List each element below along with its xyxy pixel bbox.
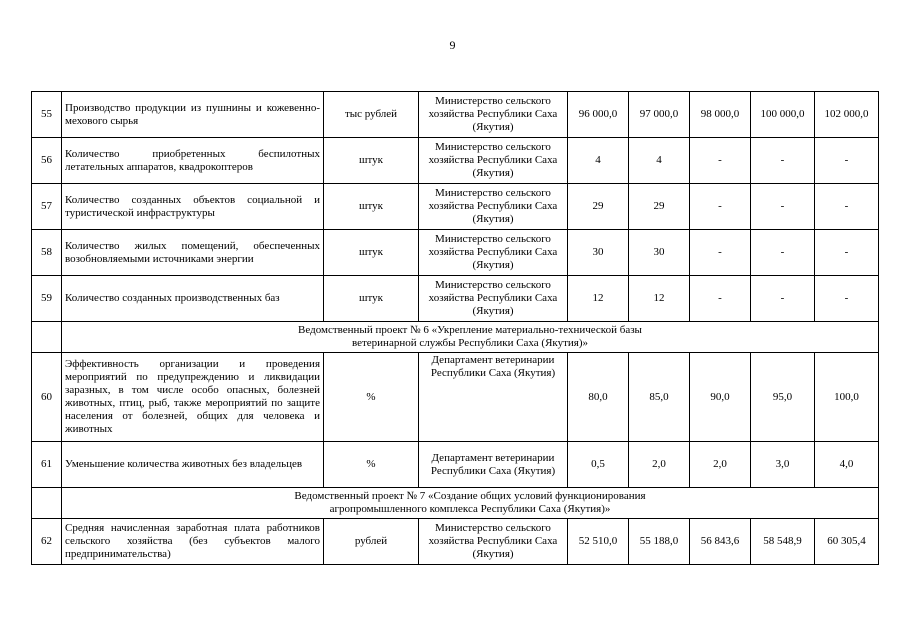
section-row bbox=[32, 488, 879, 519]
table-row bbox=[32, 92, 879, 138]
row-number: 55 bbox=[32, 92, 62, 138]
value-cell: 3,0 bbox=[751, 442, 815, 488]
indicator-name: Эффективность организации и проведения мероприятий по предупреждению и ликвидации заразных, в том числе особо опасных, болезней животных, птиц, рыб, также мероприятий по защите населения от болезней, общих для человека и животных bbox=[62, 353, 324, 442]
section-title bbox=[62, 322, 879, 353]
value-cell: - bbox=[690, 138, 751, 184]
value-cell: 80,0 bbox=[568, 353, 629, 442]
table-row bbox=[32, 230, 879, 276]
unit: штук bbox=[324, 230, 419, 276]
value-cell: 55 188,0 bbox=[629, 519, 690, 565]
row-number: 61 bbox=[32, 442, 62, 488]
table-row bbox=[32, 138, 879, 184]
section-title-line: агропромышленного комплекса Республики Саха (Якутия)» bbox=[329, 503, 611, 515]
value-cell: 12 bbox=[629, 276, 690, 322]
section-title-line: Ведомственный проект № 7 «Создание общих условий функционирования bbox=[294, 490, 646, 502]
value-cell: 4 bbox=[568, 138, 629, 184]
value-cell: - bbox=[815, 230, 879, 276]
indicator-name: Производство продукции из пушнины и кожевенно-мехового сырья bbox=[62, 92, 324, 138]
unit: % bbox=[324, 353, 419, 442]
value-cell: - bbox=[815, 138, 879, 184]
unit: штук bbox=[324, 138, 419, 184]
value-cell: 58 548,9 bbox=[751, 519, 815, 565]
row-number: 62 bbox=[32, 519, 62, 565]
responsible: Департамент ветеринарии Республики Саха (Якутия) bbox=[419, 353, 568, 442]
section-number-spacer bbox=[32, 488, 62, 519]
unit: штук bbox=[324, 276, 419, 322]
table-row bbox=[32, 353, 879, 442]
section-title bbox=[62, 488, 879, 519]
table-row bbox=[32, 442, 879, 488]
value-cell: - bbox=[690, 230, 751, 276]
value-cell: 60 305,4 bbox=[815, 519, 879, 565]
value-cell: 97 000,0 bbox=[629, 92, 690, 138]
value-cell: 56 843,6 bbox=[690, 519, 751, 565]
value-cell: - bbox=[815, 184, 879, 230]
value-cell: - bbox=[815, 276, 879, 322]
value-cell: 95,0 bbox=[751, 353, 815, 442]
responsible: Министерство сельского хозяйства Республики Саха (Якутия) bbox=[419, 276, 568, 322]
indicator-name: Количество приобретенных беспилотных летательных аппаратов, квадрокоптеров bbox=[62, 138, 324, 184]
value-cell: 0,5 bbox=[568, 442, 629, 488]
indicator-name: Количество жилых помещений, обеспеченных возобновляемыми источниками энергии bbox=[62, 230, 324, 276]
row-number: 60 bbox=[32, 353, 62, 442]
value-cell: 30 bbox=[629, 230, 690, 276]
row-number: 56 bbox=[32, 138, 62, 184]
unit: % bbox=[324, 442, 419, 488]
value-cell: - bbox=[751, 230, 815, 276]
value-cell: 52 510,0 bbox=[568, 519, 629, 565]
indicator-name: Уменьшение количества животных без владельцев bbox=[62, 442, 324, 488]
value-cell: 96 000,0 bbox=[568, 92, 629, 138]
table-row bbox=[32, 519, 879, 565]
value-cell: - bbox=[751, 138, 815, 184]
value-cell: - bbox=[751, 184, 815, 230]
indicators-table bbox=[31, 91, 879, 565]
responsible: Министерство сельского хозяйства Республики Саха (Якутия) bbox=[419, 230, 568, 276]
unit: штук bbox=[324, 184, 419, 230]
unit: тыс рублей bbox=[324, 92, 419, 138]
row-number: 57 bbox=[32, 184, 62, 230]
value-cell: 30 bbox=[568, 230, 629, 276]
responsible: Министерство сельского хозяйства Республики Саха (Якутия) bbox=[419, 138, 568, 184]
value-cell: 102 000,0 bbox=[815, 92, 879, 138]
page-number: 9 bbox=[449, 38, 456, 52]
section-row bbox=[32, 322, 879, 353]
value-cell: 2,0 bbox=[629, 442, 690, 488]
value-cell: 90,0 bbox=[690, 353, 751, 442]
responsible: Департамент ветеринарии Республики Саха (Якутия) bbox=[419, 442, 568, 488]
value-cell: 29 bbox=[629, 184, 690, 230]
value-cell: 100 000,0 bbox=[751, 92, 815, 138]
indicator-name: Средняя начисленная заработная плата работников сельского хозяйства (без субъектов малого предпринимательства) bbox=[62, 519, 324, 565]
value-cell: 98 000,0 bbox=[690, 92, 751, 138]
responsible: Министерство сельского хозяйства Республики Саха (Якутия) bbox=[419, 519, 568, 565]
section-title-line: ветеринарной службы Республики Саха (Якутия)» bbox=[351, 337, 589, 349]
value-cell: - bbox=[751, 276, 815, 322]
table-row bbox=[32, 184, 879, 230]
value-cell: - bbox=[690, 184, 751, 230]
value-cell: 100,0 bbox=[815, 353, 879, 442]
indicator-name: Количество созданных объектов социальной и туристической инфраструктуры bbox=[62, 184, 324, 230]
indicator-name: Количество созданных производственных баз bbox=[62, 276, 324, 322]
table-row bbox=[32, 276, 879, 322]
value-cell: - bbox=[690, 276, 751, 322]
value-cell: 29 bbox=[568, 184, 629, 230]
responsible: Министерство сельского хозяйства Республики Саха (Якутия) bbox=[419, 184, 568, 230]
unit: рублей bbox=[324, 519, 419, 565]
row-number: 59 bbox=[32, 276, 62, 322]
responsible: Министерство сельского хозяйства Республики Саха (Якутия) bbox=[419, 92, 568, 138]
value-cell: 12 bbox=[568, 276, 629, 322]
value-cell: 4 bbox=[629, 138, 690, 184]
value-cell: 4,0 bbox=[815, 442, 879, 488]
value-cell: 2,0 bbox=[690, 442, 751, 488]
section-title-line: Ведомственный проект № 6 «Укрепление материально-технической базы bbox=[298, 324, 642, 336]
section-number-spacer bbox=[32, 322, 62, 353]
value-cell: 85,0 bbox=[629, 353, 690, 442]
row-number: 58 bbox=[32, 230, 62, 276]
